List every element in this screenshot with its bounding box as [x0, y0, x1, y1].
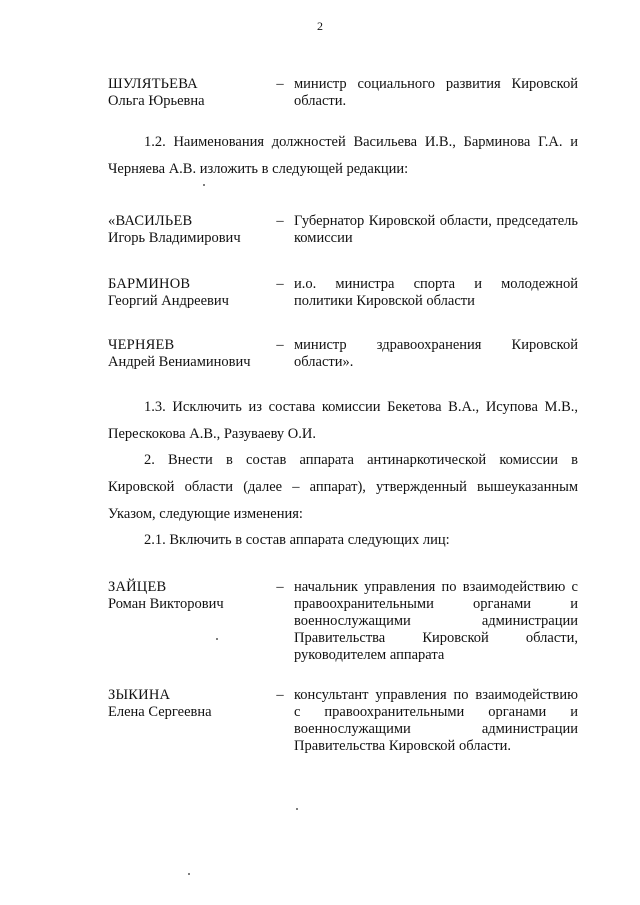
- member-given-name: Георгий Андреевич: [108, 293, 229, 309]
- member-role: консультант управления по взаимодействию с правоохранительными органами и военнослужащими администрации Правительства Кировской области.: [294, 687, 578, 754]
- dash-separator: –: [276, 213, 284, 229]
- member-given-name: Игорь Владимирович: [108, 230, 241, 246]
- member-role: министр здравоохранения Кировской области».: [294, 337, 578, 370]
- paragraph-2-1: 2.1. Включить в состав аппарата следующих лиц:: [144, 532, 450, 548]
- member-role: Губернатор Кировской области, председатель комиссии: [294, 213, 578, 246]
- member-entry-chernyaev: [108, 337, 578, 371]
- page-number: 2: [317, 19, 323, 33]
- member-name: [108, 337, 266, 371]
- member-given-name: Роман Викторович: [108, 596, 224, 612]
- scan-speck: [188, 873, 190, 875]
- member-entry-shulyateva: [108, 76, 578, 110]
- member-entry-barminov: [108, 276, 578, 310]
- scan-speck: [203, 184, 205, 186]
- dash-separator: –: [276, 579, 284, 595]
- member-given-name: Андрей Вениаминович: [108, 354, 251, 370]
- member-entry-zykina: [108, 687, 578, 755]
- member-name: [108, 579, 266, 664]
- dash-separator: –: [276, 337, 284, 353]
- member-role: начальник управления по взаимодействию с правоохранительными органами и военнослужащими администрации Правительства Кировской области, руководителем аппарата: [294, 579, 578, 663]
- member-name: [108, 687, 266, 755]
- member-surname: ЧЕРНЯЕВ: [108, 337, 175, 353]
- member-given-name: Елена Сергеевна: [108, 704, 212, 720]
- member-given-name: Ольга Юрьевна: [108, 93, 205, 109]
- member-surname: ШУЛЯТЬЕВА: [108, 76, 198, 92]
- member-name: [108, 276, 266, 310]
- paragraph-2: 2. Внести в состав аппарата антинаркотической комиссии в Кировской области (далее – аппарат), утвержденный вышеуказанным Указом, следующие изменения:: [108, 452, 578, 522]
- scan-speck: [296, 808, 298, 810]
- member-entry-vasilev: [108, 213, 578, 247]
- member-name: [108, 213, 266, 247]
- member-role: министр социального развития Кировской области.: [294, 76, 578, 109]
- member-surname: БАРМИНОВ: [108, 276, 191, 292]
- member-name: [108, 76, 266, 110]
- member-surname: ЗЫКИНА: [108, 687, 171, 703]
- scan-speck: [216, 638, 218, 640]
- member-surname: ЗАЙЦЕВ: [108, 579, 167, 595]
- dash-separator: –: [276, 76, 284, 92]
- dash-separator: –: [276, 687, 284, 703]
- member-surname: «ВАСИЛЬЕВ: [108, 213, 193, 229]
- paragraph-1-2: 1.2. Наименования должностей Васильева И.В., Барминова Г.А. и Черняева А.В. изложить в следующей редакции:: [108, 134, 578, 177]
- member-role: и.о. министра спорта и молодежной политики Кировской области: [294, 276, 578, 309]
- dash-separator: –: [276, 276, 284, 292]
- member-entry-zaytsev: [108, 579, 578, 664]
- paragraph-1-3: 1.3. Исключить из состава комиссии Бекетова В.А., Исупова М.В., Перескокова А.В., Разуваеву О.И.: [108, 399, 578, 442]
